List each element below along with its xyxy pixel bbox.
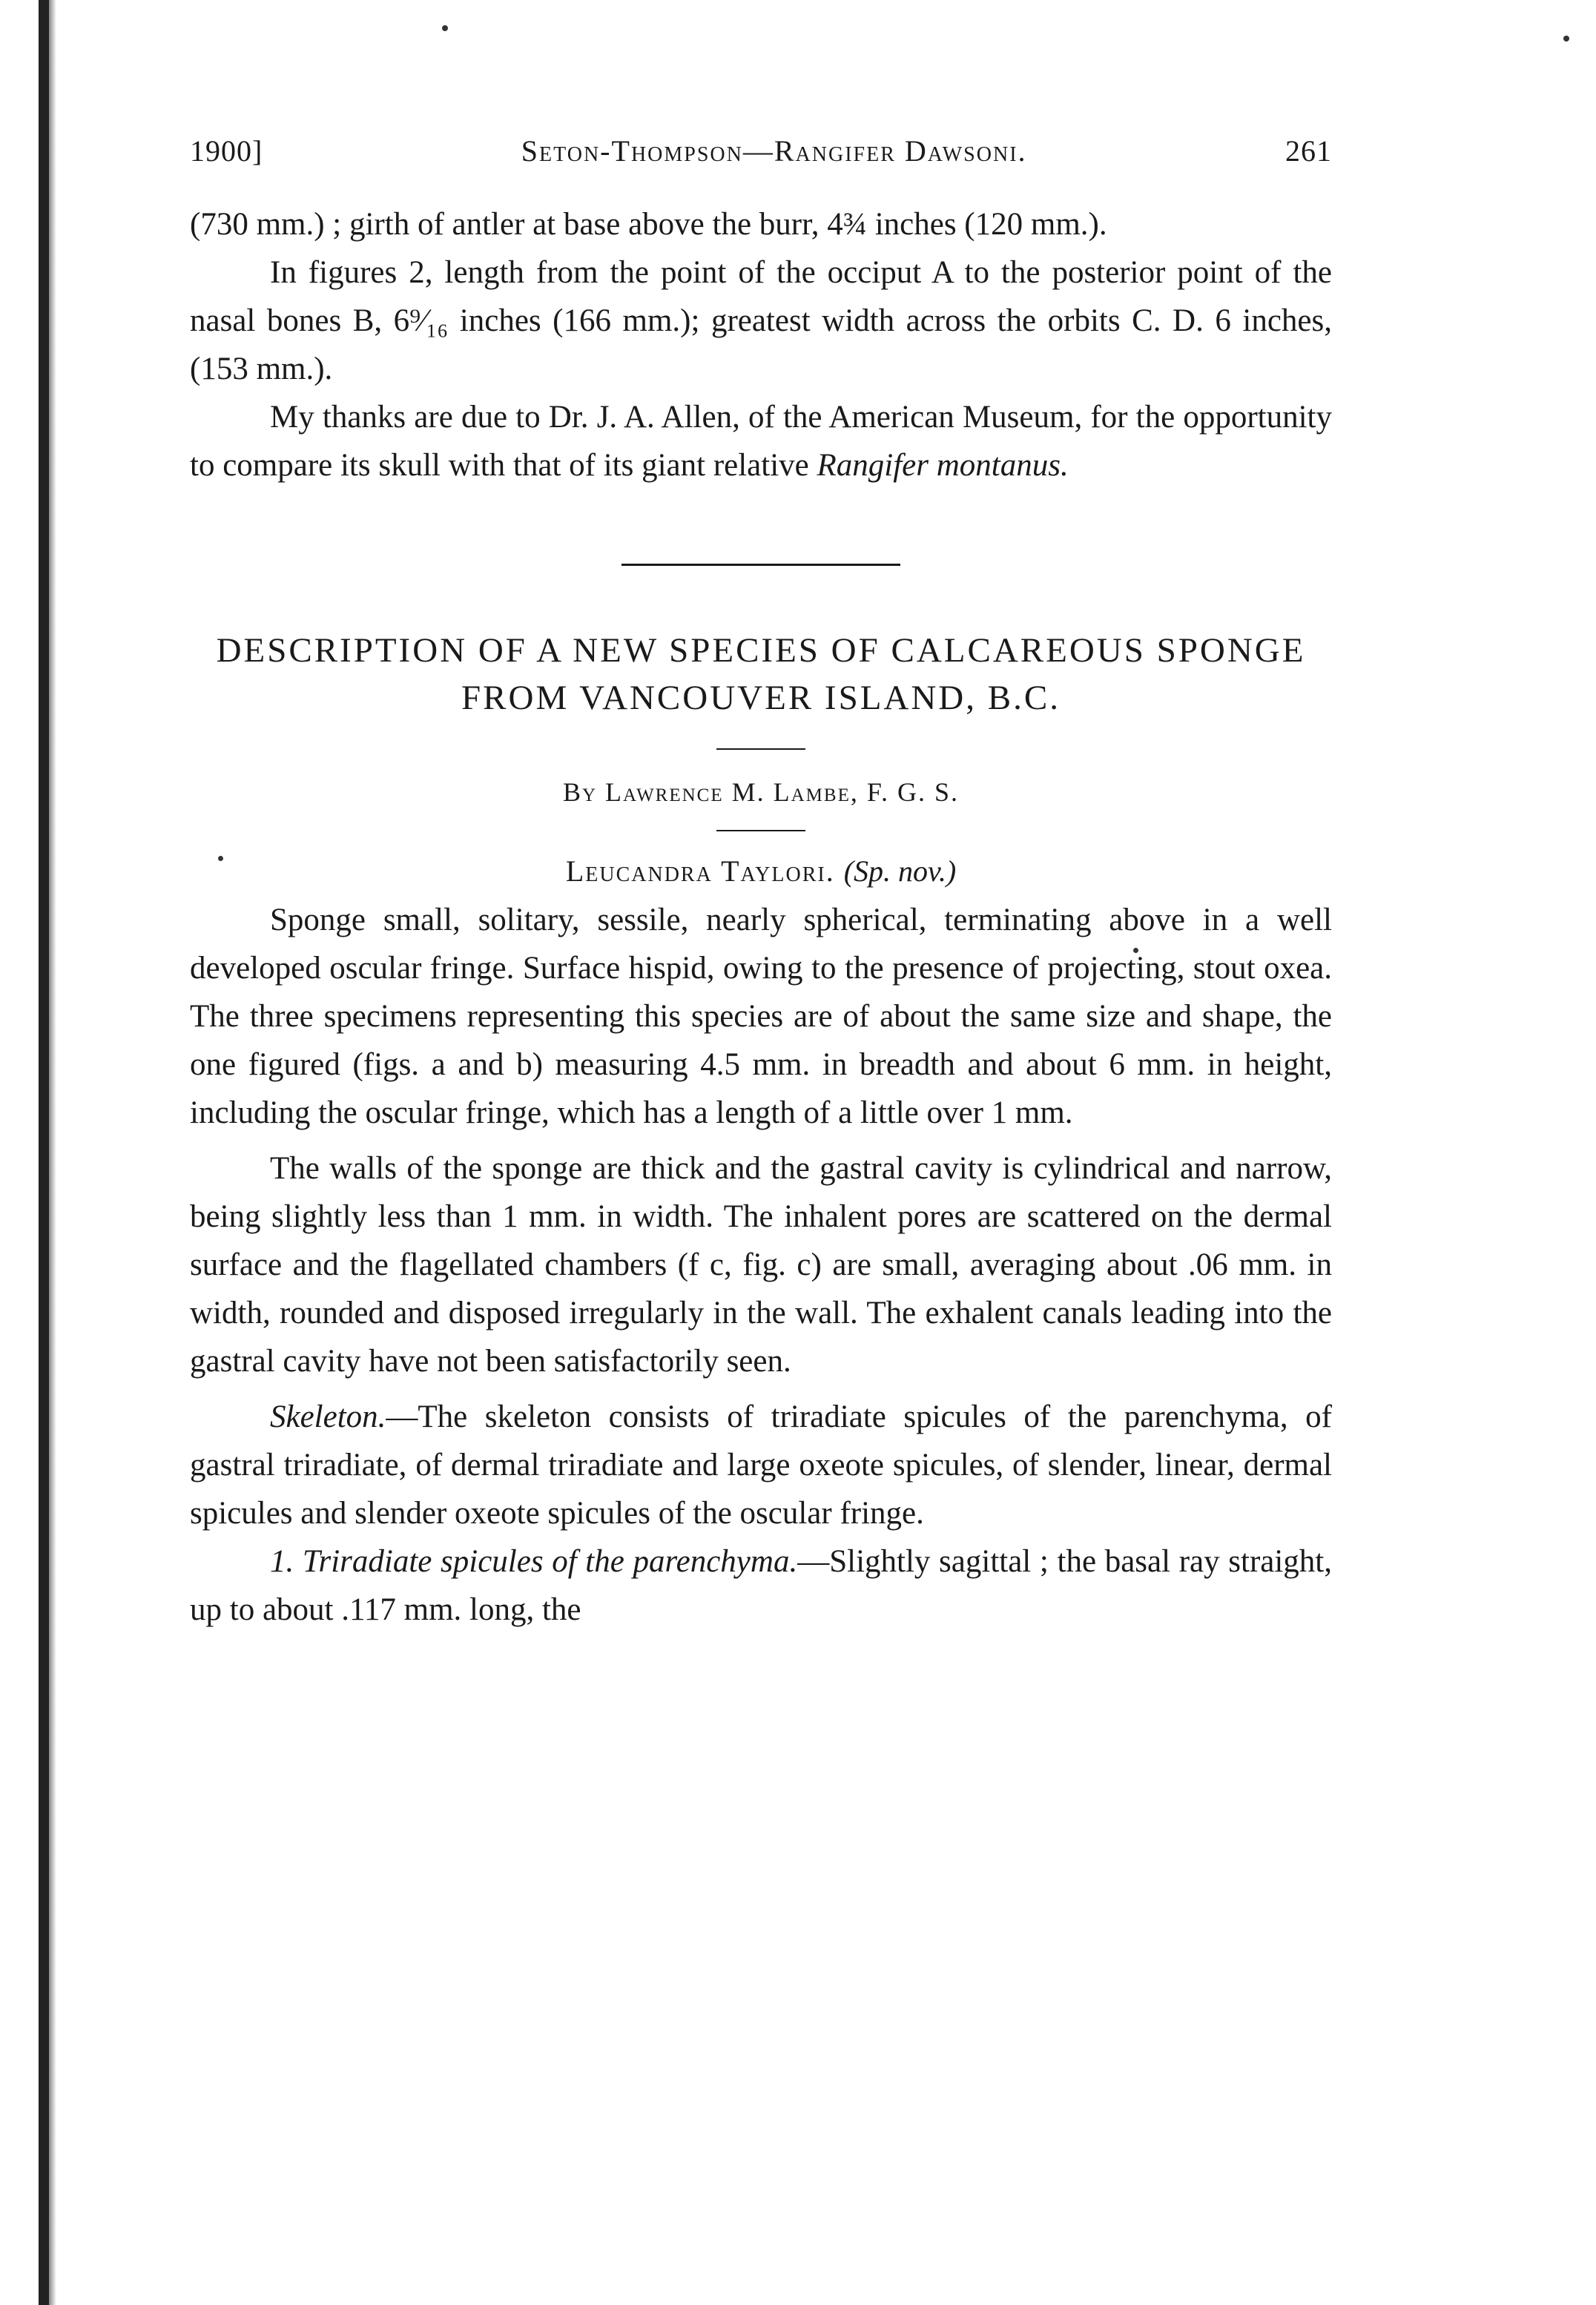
byline: By Lawrence M. Lambe, F. G. S. (562, 777, 960, 807)
skeleton-label: Skeleton. (270, 1399, 386, 1434)
paragraph-triradiate (190, 1537, 1332, 1634)
byline-rule (716, 830, 805, 831)
item-text: —Slightly sagittal ; the basal ray straight, up to about .117 mm. long, the (190, 1544, 1333, 1627)
species-name: Leucandra Taylori. (565, 854, 835, 888)
item-label: Triradiate spicules of the parenchyma. (302, 1544, 798, 1579)
species-note: (Sp. nov.) (843, 854, 957, 888)
binding-edge (39, 0, 49, 2305)
title-rule (716, 748, 805, 750)
acknowledgement-text: My thanks are due to Dr. J. A. Allen, of the American Museum, for the opportunity to compare its skull with that of its giant relative (190, 400, 1332, 483)
paragraph-continued: (730 mm.) ; girth of antler at base above the burr, 4¾ inches (120 mm.). (190, 207, 1107, 242)
item-number: 1. (270, 1544, 294, 1579)
scan-speck (442, 25, 448, 31)
paragraph-acknowledgement (190, 393, 1332, 489)
species-reference: Rangifer montanus. (817, 448, 1069, 483)
paragraph-description: Sponge small, solitary, sessile, nearly spherical, terminating above in a well developed oscular fringe. Surface hispid, owing to the presence of projecting, stout oxea. The three specimens representing this species are of about the same size and shape, the one figured (figs. a and b) measuring 4.5 mm. in breadth and about 6 mm. in height, including the oscular fringe, which has a length of a little over 1 mm. (190, 903, 1332, 1130)
running-header (190, 133, 1332, 178)
article-title: DESCRIPTION OF A NEW SPECIES OF CALCAREOUS SPONGE FROM VANCOUVER ISLAND, B.C. (216, 631, 1306, 717)
header-year: 1900] (190, 134, 263, 168)
section-divider (621, 564, 900, 566)
paragraph-figure-measurements: In figures 2, length from the point of the occiput A to the posterior point of the nasal bones B, 6⁹⁄₁₆ inches (166 mm.); greatest width across the orbits C. D. 6 inches, (153 mm.). (190, 255, 1332, 386)
page-number: 261 (1285, 134, 1332, 168)
scan-speck (1563, 36, 1569, 42)
skeleton-text: —The skeleton consists of triradiate spicules of the parenchyma, of gastral triradiate, of dermal triradiate and large oxeote spicules, of slender, linear, dermal spicules and slender oxeote spicules of the oscular fringe. (190, 1399, 1332, 1531)
header-title: Seton-Thompson—Rangifer Dawsoni. (521, 134, 1027, 168)
book-page (190, 133, 1332, 1634)
paragraph-skeleton (190, 1393, 1332, 1537)
paragraph-walls: The walls of the sponge are thick and the gastral cavity is cylindrical and narrow, being slightly less than 1 mm. in width. The inhalent pores are scattered on the dermal surface and the flagellated chambers (f c, fig. c) are small, averaging about .06 mm. in width, rounded and disposed irregularly in the wall. The exhalent canals leading into the gastral cavity have not been satisfactorily seen. (190, 1151, 1332, 1379)
species-heading (190, 854, 1332, 888)
